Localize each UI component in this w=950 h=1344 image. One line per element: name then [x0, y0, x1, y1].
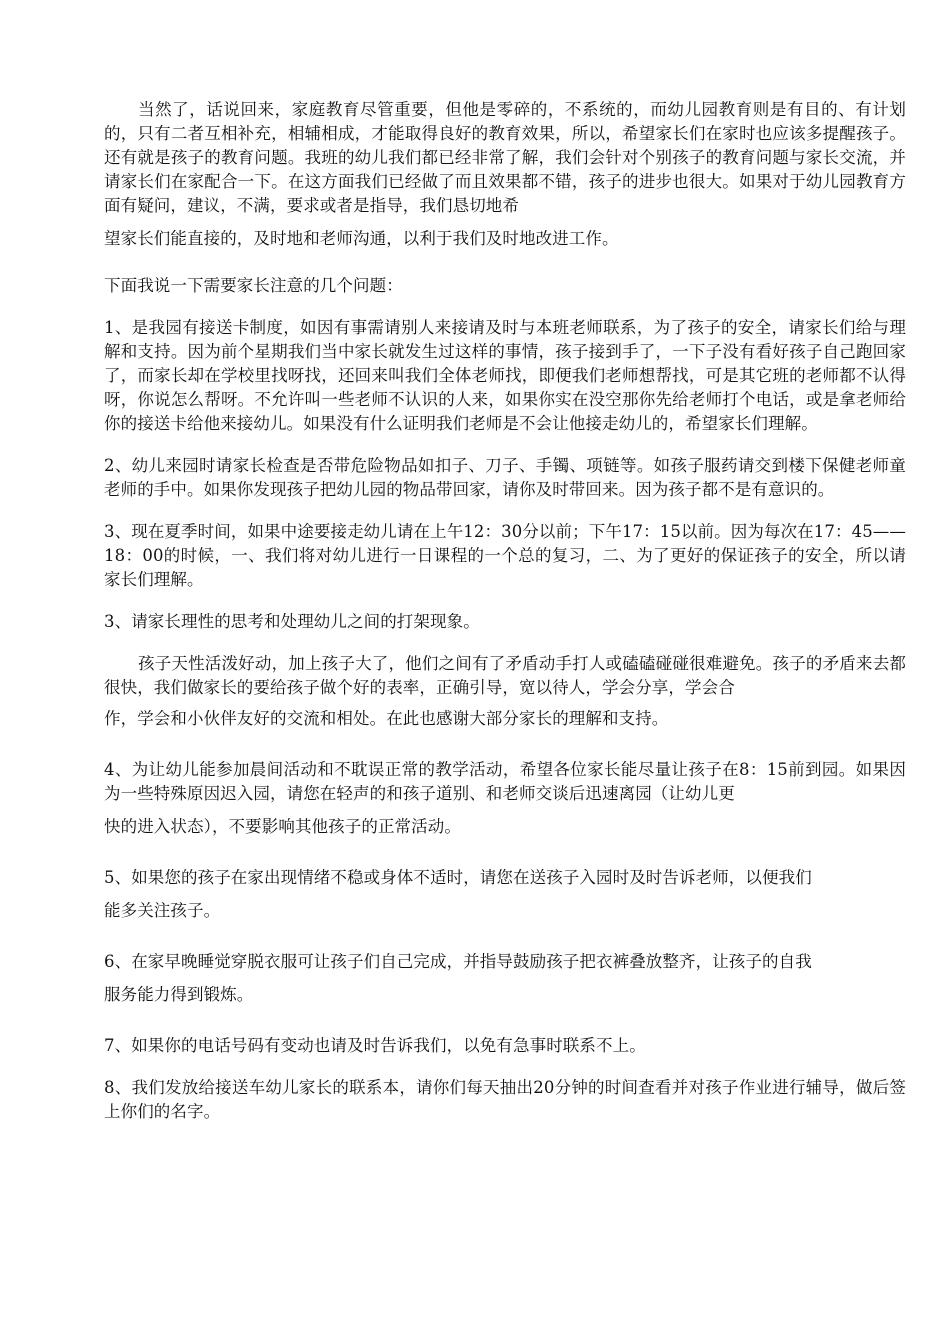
paragraph-item-5-end: 能多关注孩子。 — [104, 901, 221, 920]
paragraph-fights-detail: 孩子天性活泼好动，加上孩子大了，他们之间有了矛盾动手打人或磕磕碰碰很难避免。孩子的矛盾来去都很快，我们做家长的要给孩子做个好的表率，正确引导，宽以待人，学会分享，学会合 — [104, 654, 906, 697]
paragraph-item-1: 1、是我园有接送卡制度，如因有事需请别人来接请及时与本班老师联系，为了孩子的安全，请家长们给与理解和支持。因为前个星期我们当中家长就发生过这样的事情，孩子接到手了，一下子没有看好孩子自己跑回家了，而家长却在学校里找呀找，还回来叫我们全体老师找，即便我们老师想帮找，可是其它班的老师都不认得呀，你说怎么帮呀。不允许叫一些老师不认识的人来，如果你实在没空那你先给老师打个电话，或是拿老师给你的接送卡给他来接幼儿。如果没有什么证明我们老师是不会让他接走幼儿的，希望家长们理解。 — [104, 318, 906, 433]
paragraph-item-2: 2、幼儿来园时请家长检查是否带危险物品如扣子、刀子、手镯、项链等。如孩子服药请交到楼下保健老师童老师的手中。如果你发现孩子把幼儿园的物品带回家，请你及时带回来。因为孩子都不是有意识的。 — [104, 456, 906, 499]
paragraph-item-5: 5、如果您的孩子在家出现情绪不稳或身体不适时，请您在送孩子入园时及时告诉老师，以便我们 — [104, 868, 812, 887]
paragraph-item-8: 8、我们发放给接送车幼儿家长的联系本，请你们每天抽出20分钟的时间查看并对孩子作业进行辅导，做后签上你们的名字。 — [104, 1078, 906, 1121]
paragraph-intro-end: 望家长们能直接的，及时地和老师沟通，以利于我们及时地改进工作。 — [104, 229, 619, 248]
paragraph-item-7: 7、如果你的电话号码有变动也请及时告诉我们，以免有急事时联系不上。 — [104, 1036, 646, 1055]
paragraph-item-6-end: 服务能力得到锻炼。 — [104, 985, 254, 1004]
paragraph-heading: 下面我说一下需要家长注意的几个问题： — [104, 276, 403, 295]
paragraph-intro: 当然了，话说回来，家庭教育尽管重要，但他是零碎的，不系统的，而幼儿园教育则是有目的、有计划的，只有二者互相补充，相辅相成，才能取得良好的教育效果，所以，希望家长们在家时也应该多提醒孩子。还有就是孩子的教育问题。我班的幼儿我们都已经非常了解，我们会针对个别孩子的教育问题与家长交流，并请家长们在家配合一下。在这方面我们已经做了而且效果都不错，孩子的进步也很大。如果对于幼儿园教育方面有疑问，建议，不满，要求或者是指导，我们恳切地希 — [104, 100, 906, 215]
paragraph-item-4: 4、为让幼儿能参加晨间活动和不耽误正常的教学活动，希望各位家长能尽量让孩子在8：15前到园。如果因为一些特殊原因迟入园，请您在轻声的和孩子道别、和老师交谈后迅速离园（让幼儿更 — [104, 760, 906, 803]
paragraph-item-4-end: 快的进入状态），不要影响其他孩子的正常活动。 — [104, 817, 461, 836]
document-page — [104, 98, 906, 1124]
paragraph-item-6: 6、在家早晚睡觉穿脱衣服可让孩子们自己完成，并指导鼓励孩子把衣裤叠放整齐，让孩子的自我 — [104, 952, 812, 971]
paragraph-fights-detail-end: 作，学会和小伙伴友好的交流和相处。在此也感谢大部分家长的理解和支持。 — [104, 709, 669, 728]
paragraph-item-3-fights: 3、请家长理性的思考和处理幼儿之间的打架现象。 — [104, 612, 480, 631]
paragraph-item-3-time: 3、现在夏季时间，如果中途要接走幼儿请在上午12：30分以前；下午17：15以前。因为每次在17：45——18：00的时候，一、我们将对幼儿进行一日课程的一个总的复习，二、为了更好的保证孩子的安全，所以请家长们理解。 — [104, 522, 906, 589]
